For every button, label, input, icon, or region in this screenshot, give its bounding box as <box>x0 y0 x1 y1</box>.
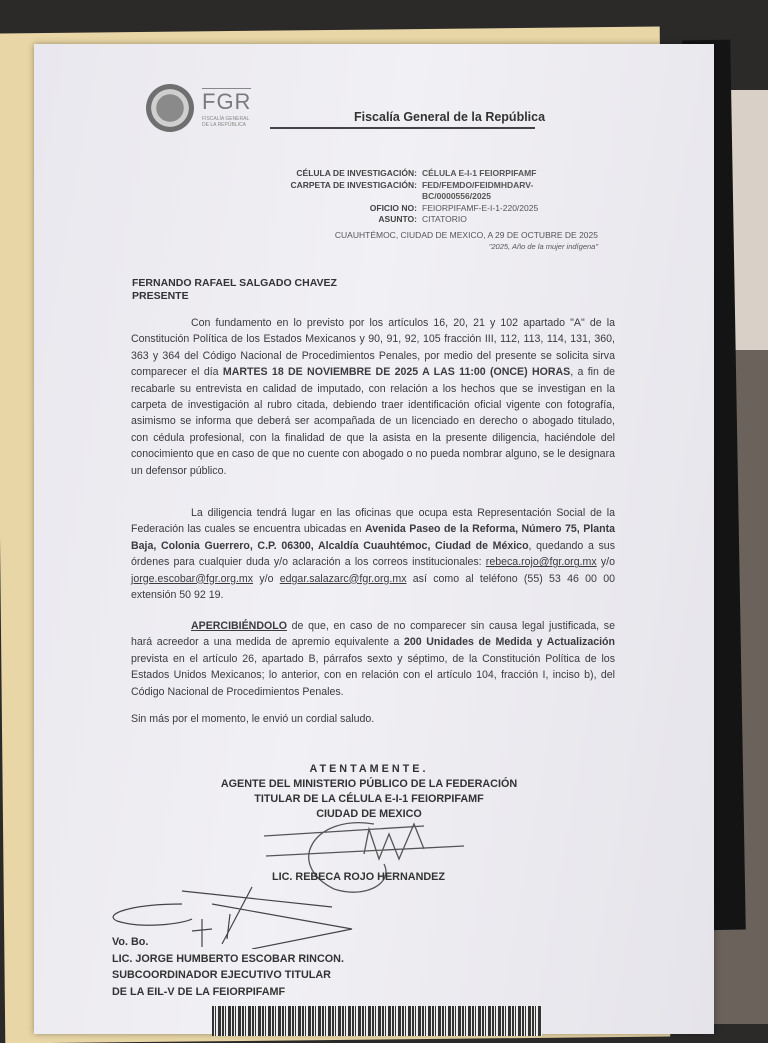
field-folder-cont <box>184 191 604 203</box>
document-page <box>34 44 714 1034</box>
addressee-name: FERNANDO RAFAEL SALGADO CHAVEZ <box>132 277 337 289</box>
email-link-jorge[interactable]: jorge.escobar@fgr.org.mx <box>131 572 254 585</box>
field-value: FED/FEMDO/FEIDMHDARV- <box>422 179 534 190</box>
email-link-edgar[interactable]: edgar.salazarc@fgr.org.mx <box>279 572 407 585</box>
addressee-presente: PRESENTE <box>132 290 189 302</box>
case-fields <box>184 168 604 226</box>
text: La diligencia tendrá lugar en las oficinas que ocupa esta Representación Social de la Federación las cuales se encuentra ubicadas en <box>131 507 615 536</box>
paragraph-summons <box>131 315 615 479</box>
field-value: CÉLULA E-I-1 FEIORPIFAMF <box>422 168 537 178</box>
addressee <box>132 277 337 303</box>
text: así como al teléfono (55) 53 46 00 00 extensión 50 92 19. <box>131 572 615 602</box>
title-underline <box>270 127 535 129</box>
field-value: CITATORIO <box>422 214 467 224</box>
field-label: CARPETA DE INVESTIGACIÓN: <box>290 179 417 190</box>
field-value: BC/0000556/2025 <box>422 191 492 201</box>
field-label: CÉLULA DE INVESTIGACIÓN: <box>296 168 417 178</box>
field-label <box>184 191 422 203</box>
field-folder <box>184 180 604 192</box>
warning-lead: APERCIBIÉNDOLO <box>191 620 287 632</box>
signer-title-3: CIUDAD DE MEXICO <box>316 808 422 820</box>
field-cell <box>184 168 604 180</box>
field-asunto <box>184 214 604 226</box>
year-motto: "2025, Año de la mujer indígena" <box>488 242 598 251</box>
mexico-seal-logo <box>146 84 194 132</box>
text: y/o <box>253 572 280 585</box>
letterhead-title: Fiscalía General de la República <box>354 110 546 124</box>
paragraph-warning <box>131 618 615 700</box>
text: , quedando a sus órdenes para cualquier duda y/o aclaración a los correos institucionales: <box>131 539 615 569</box>
signer-title-2: TITULAR DE LA CÉLULA E-I-1 FEIORPIFAMF <box>254 793 484 805</box>
appointment-date: MARTES 18 DE NOVIEMBRE DE 2025 A LAS 11:00 (ONCE) HORAS <box>222 366 571 379</box>
text: y/o <box>596 556 615 569</box>
fine-amount: 200 Unidades de Medida y Actualización <box>403 636 615 649</box>
signer-name: LIC. REBECA ROJO HERNANDEZ <box>272 871 445 883</box>
date-line: CUAUHTÉMOC, CIUDAD DE MEXICO, A 29 DE OCTUBRE DE 2025 <box>334 230 598 240</box>
field-label: OFICIO NO: <box>369 202 417 213</box>
field-oficio <box>184 203 604 215</box>
vobo-label: Vo. Bo. <box>112 936 149 948</box>
field-label: ASUNTO: <box>378 214 417 224</box>
vobo-title-1: SUBCOORDINADOR EJECUTIVO TITULAR <box>112 969 331 981</box>
vobo-title-2: DE LA EIL-V DE LA FEIORPIFAMF <box>112 985 286 998</box>
vobo-name: LIC. JORGE HUMBERTO ESCOBAR RINCON. <box>112 952 344 965</box>
signer-title-1: AGENTE DEL MINISTERIO PÚBLICO DE LA FEDERACIÓN <box>220 778 518 790</box>
vobo-block <box>112 934 344 1000</box>
text: de que, en caso de no comparecer sin causa legal justificada, se hará acreedor a una medida de apremio equivalente a <box>131 620 615 649</box>
text: Con fundamento en lo previsto por los artículos 16, 20, 21 y 102 apartado "A" de la Constitución Política de los Estados Mexicanos y 90, 91, 92, 105 fracción III, 112, 113, 114, 131, 360, 363 y 364 del Código Nacional de Procedimientos Penales, por medio del presente se solicita sirva comparecer el día <box>131 317 615 379</box>
email-link-rebeca[interactable]: rebeca.rojo@fgr.org.mx <box>485 556 597 569</box>
fgr-logo-text: FGR <box>202 89 252 114</box>
text: , a fin de recabarle su entrevista en calidad de imputado, con relación a los hechos que se investigan en la carpeta de investigación al rubro citada, debiendo traer identificación oficial vigente con fotografía, asimismo se informa que deberá ser acompañada de un licenciado en derecho o abogado titulado, con cédula profesional, con la finalidad de que la asista en la presente diligencia, haciéndole del conocimiento que en caso de que no cuente con abogado o no pueda nombrar alguno, se le designara un defensor público. <box>131 366 615 477</box>
closing-line: Sin más por el momento, le envió un cordial saludo. <box>131 713 375 725</box>
field-value: FEIORPIFAMF-E-I-1-220/2025 <box>422 202 539 213</box>
fgr-logo-subtext: FISCALÍA GENERAL DE LA REPÚBLICA <box>202 116 250 128</box>
office-address: Avenida Paseo de la Reforma, Número 75, Planta Baja, Colonia Guerrero, C.P. 06300, Alcaldía Cuauhtémoc, Ciudad de México <box>131 523 615 552</box>
atentamente: ATENTAMENTE. <box>309 763 429 775</box>
barcode <box>212 1006 542 1036</box>
text: prevista en el artículo 26, apartado B, párrafos sexto y séptimo, de la Constitución Política de los Estados Unidos Mexicanos; lo anterior, con en relación con el artículo 104, fracción I, inciso b), del Código Nacional de Procedimientos Penales. <box>131 652 615 698</box>
paragraph-location <box>131 505 615 603</box>
